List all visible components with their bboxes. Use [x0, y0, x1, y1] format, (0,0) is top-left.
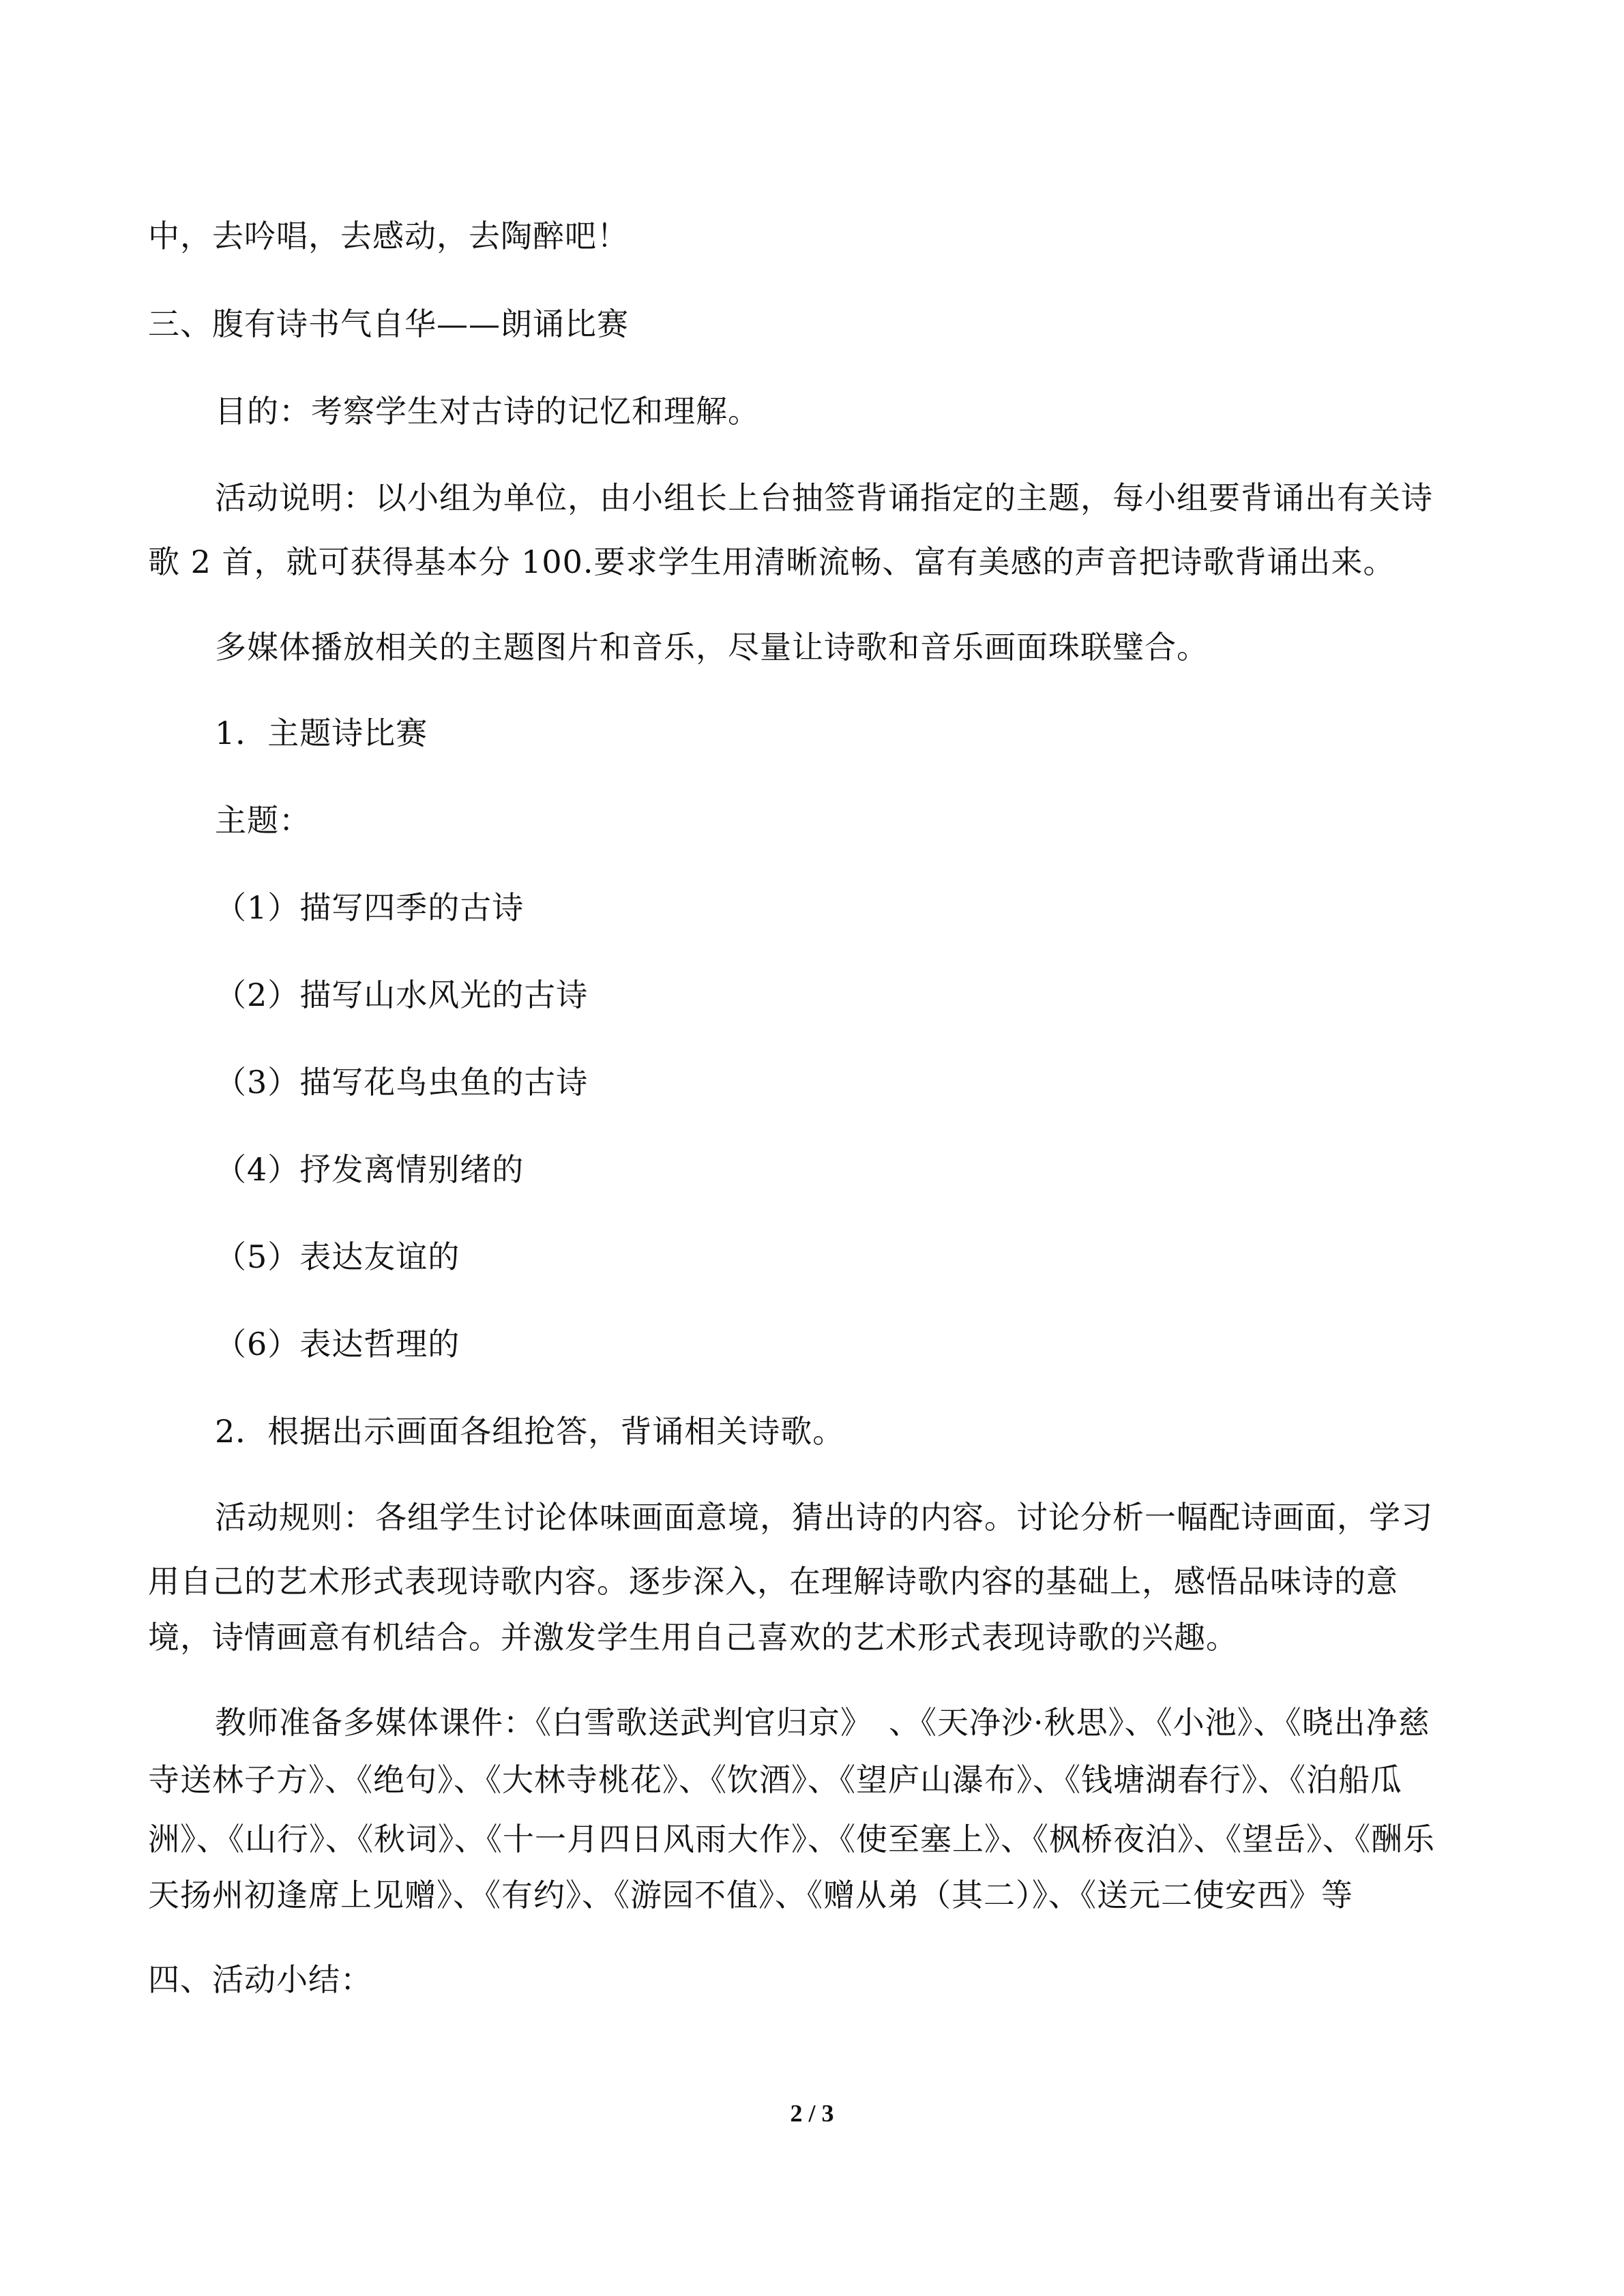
paragraph-line: 教师准备多媒体课件：《白雪歌送武判官归京》 、《天净沙·秋思》、《小池》、《晓出净慈	[215, 1704, 1430, 1741]
paragraph-line: 歌 2 首，就可获得基本分 100.要求学生用清晰流畅、富有美感的声音把诗歌背诵出来。	[148, 543, 1396, 580]
paragraph-line: 寺送林子方》、《绝句》、《大林寺桃花》、《饮酒》、《望庐山瀑布》、《钱塘湖春行》、《泊船瓜	[148, 1761, 1402, 1798]
list-heading: 2．根据出示画面各组抢答，背诵相关诗歌。	[215, 1413, 845, 1450]
paragraph-line: 目的：考察学生对古诗的记忆和理解。	[215, 393, 760, 430]
page-number: 2 / 3	[790, 2100, 834, 2127]
paragraph-line: 洲》、《山行》、《秋词》、《十一月四日风雨大作》、《使至塞上》、《枫桥夜泊》、《望岳》、《酬乐	[148, 1821, 1435, 1858]
paragraph-line: 活动规则：各组学生讨论体味画面意境，猜出诗的内容。讨论分析一幅配诗画面，学习	[215, 1499, 1433, 1536]
list-item: （6）表达哲理的	[215, 1326, 460, 1362]
paragraph-line: 活动说明：以小组为单位，由小组长上台抽签背诵指定的主题，每小组要背诵出有关诗	[215, 479, 1433, 516]
list-item: （2）描写山水风光的古诗	[215, 976, 589, 1013]
list-item: （5）表达友谊的	[215, 1238, 460, 1275]
paragraph-line: 天扬州初逢席上见赠》、《有约》、《游园不值》、《赠从弟（其二）》、《送元二使安西》等	[148, 1877, 1353, 1913]
paragraph-line: 用自己的艺术形式表现诗歌内容。逐步深入，在理解诗歌内容的基础上，感悟品味诗的意	[148, 1563, 1398, 1600]
list-item: （3）描写花鸟虫鱼的古诗	[215, 1064, 589, 1101]
paragraph-line: 中，去吟唱，去感动，去陶醉吧！	[148, 218, 629, 254]
paragraph-line: 主题：	[215, 802, 311, 839]
list-heading: 1．主题诗比赛	[215, 715, 428, 751]
section-heading-3: 三、腹有诗书气自华——朗诵比赛	[148, 305, 629, 342]
section-heading-4: 四、活动小结：	[148, 1961, 372, 1998]
paragraph-line: 境，诗情画意有机结合。并激发学生用自己喜欢的艺术形式表现诗歌的兴趣。	[148, 1619, 1238, 1656]
paragraph-line: 多媒体播放相关的主题图片和音乐，尽量让诗歌和音乐画面珠联璧合。	[215, 629, 1209, 666]
list-item: （4）抒发离情别绪的	[215, 1151, 525, 1188]
list-item: （1）描写四季的古诗	[215, 889, 525, 926]
